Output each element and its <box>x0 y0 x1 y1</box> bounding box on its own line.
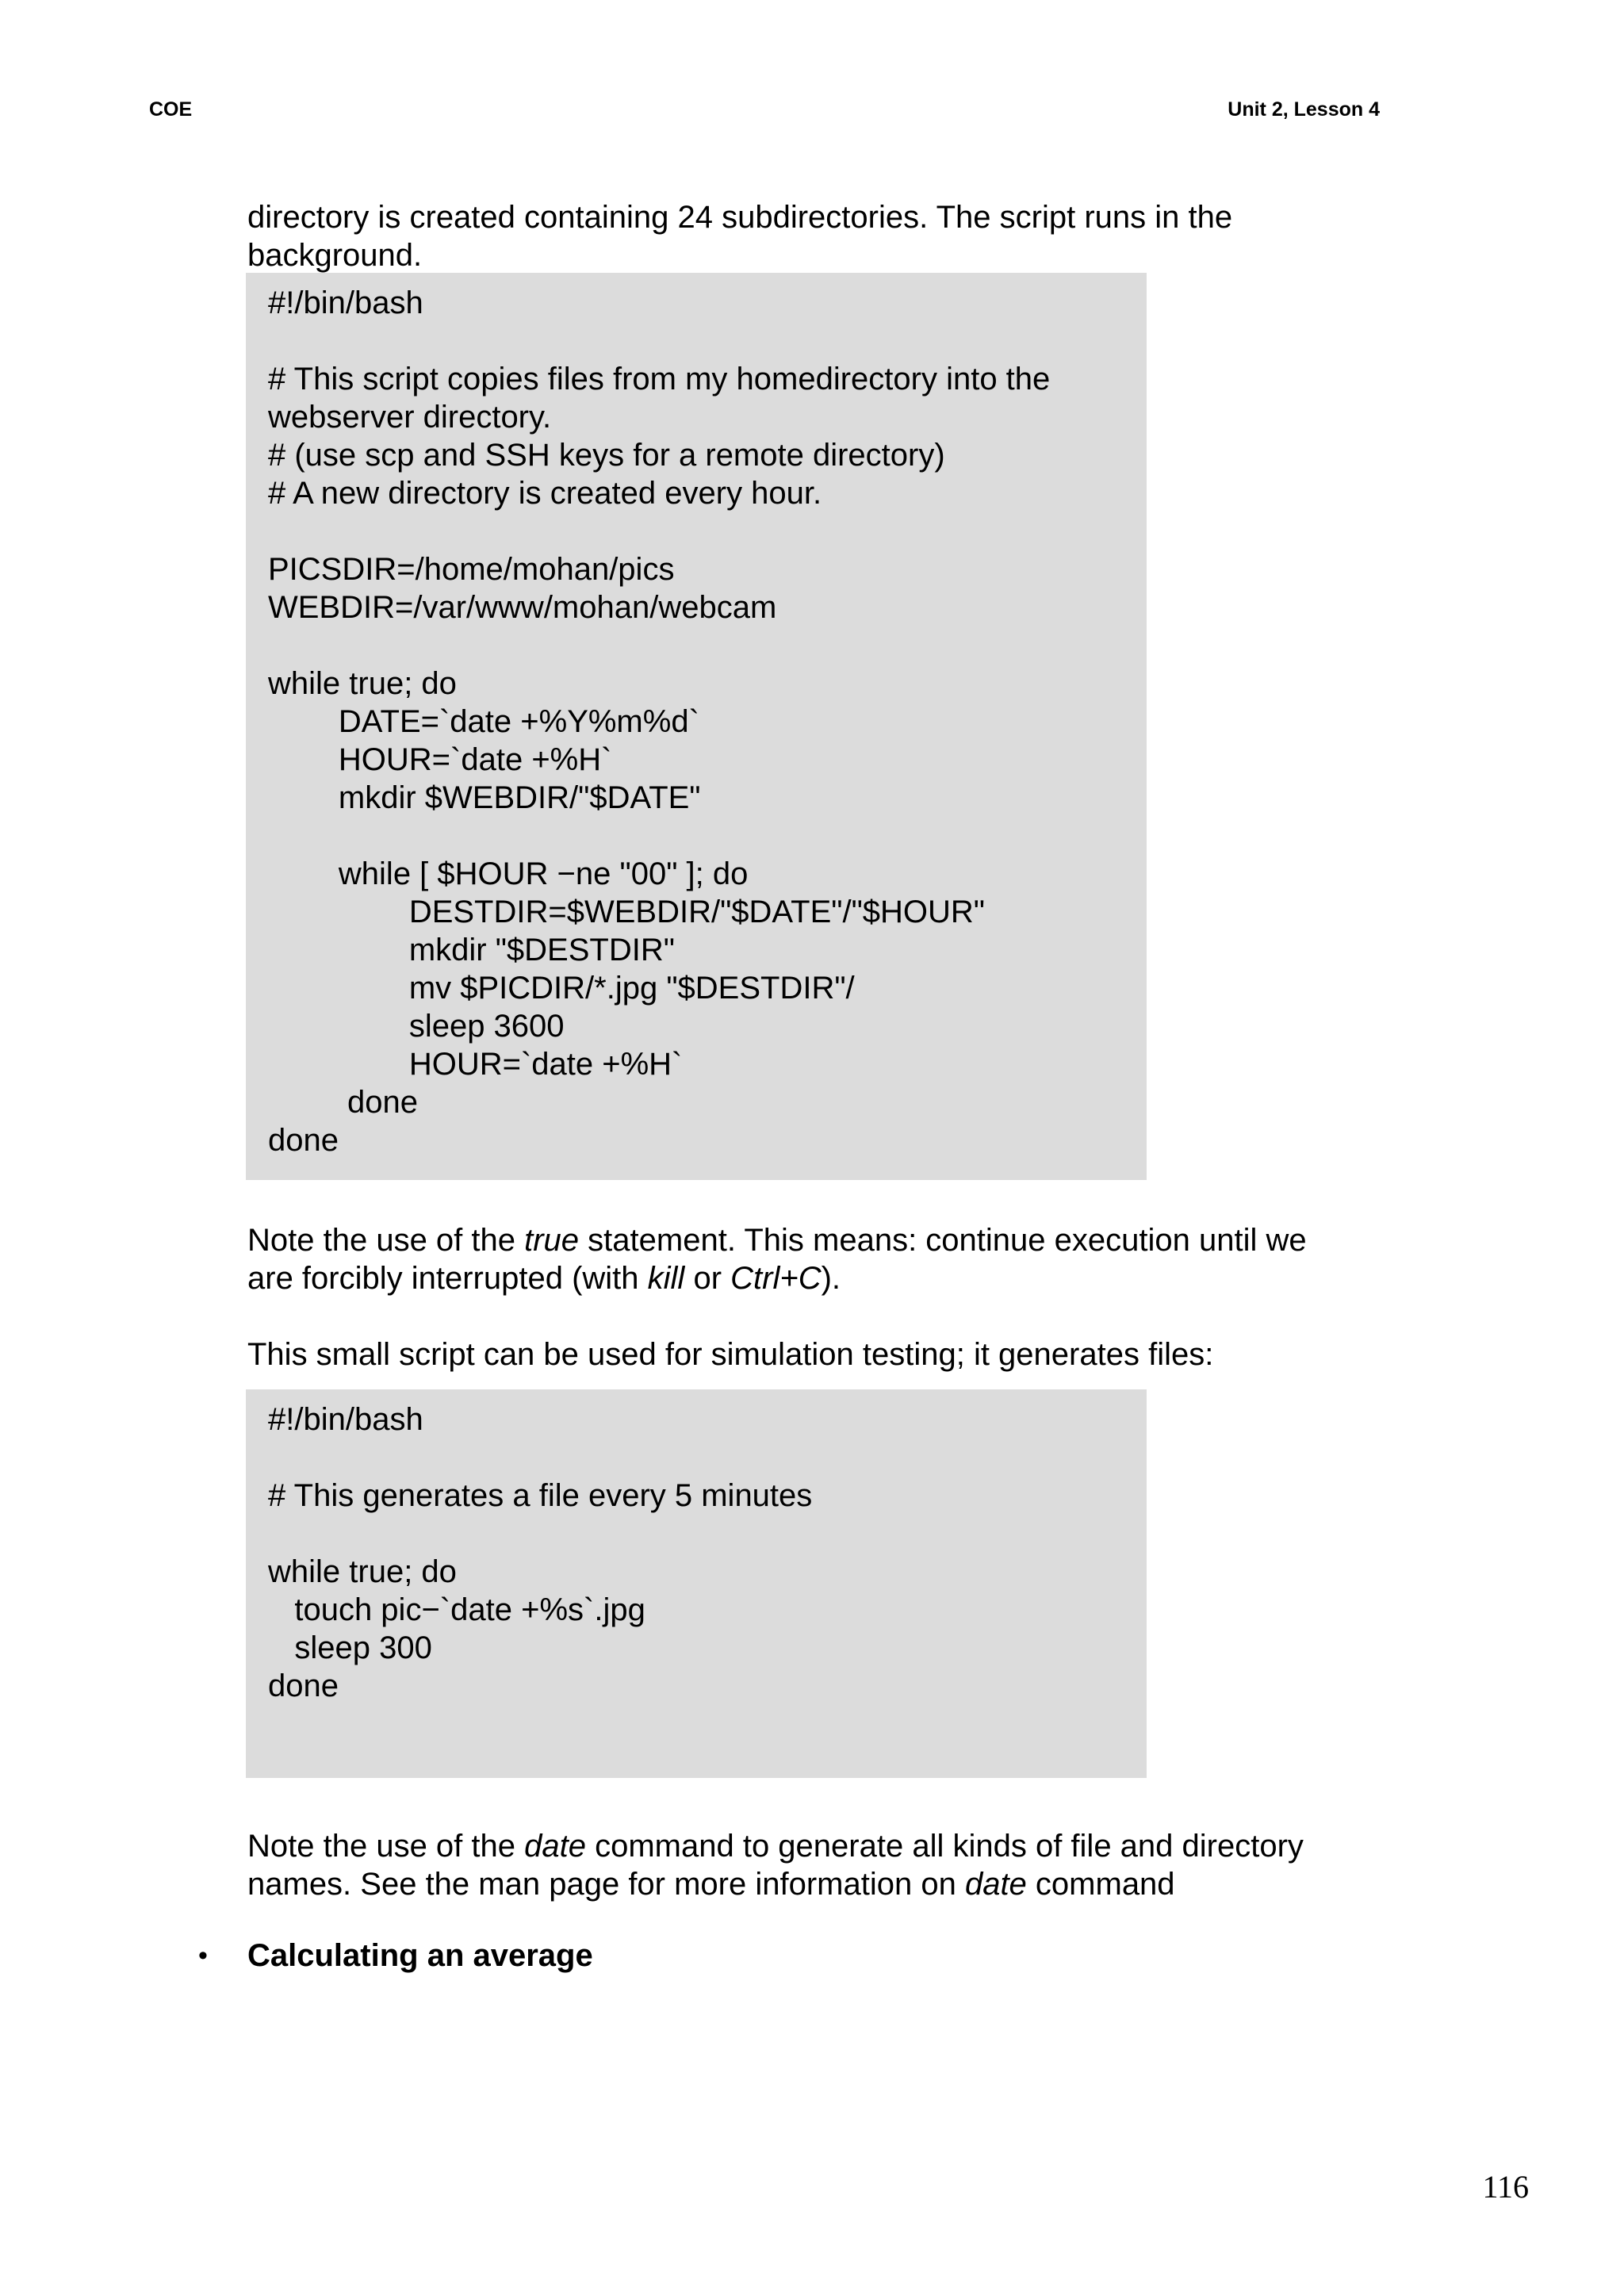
emphasis-ctrl-c: Ctrl+C <box>730 1261 822 1296</box>
text-run: Note the use of the <box>247 1223 525 1258</box>
code-line <box>268 817 1147 855</box>
intro-line-1: directory is created containing 24 subdirectories. The script runs in the <box>247 200 1233 235</box>
page-number: 116 <box>1482 2169 1529 2205</box>
code-line: DESTDIR=$WEBDIR/"$DATE"/"$HOUR" <box>268 895 985 929</box>
code-block-webcam-script <box>246 273 1147 1180</box>
code-line <box>268 626 1147 665</box>
code-line: PICSDIR=/home/mohan/pics <box>268 552 675 587</box>
code-line: #!/bin/bash <box>268 285 423 320</box>
code-line: # This script copies files from my homedirectory into the <box>268 362 1051 397</box>
code-line: while true; do <box>268 666 457 701</box>
code-line: DATE=`date +%Y%m%d` <box>268 704 699 739</box>
code-line <box>268 512 1147 550</box>
emphasis-kill: kill <box>647 1261 685 1296</box>
code-line: #!/bin/bash <box>268 1402 423 1437</box>
note-line <box>247 1827 1389 1865</box>
code-line: mkdir $WEBDIR/"$DATE" <box>268 780 701 815</box>
text-run: Note the use of the <box>247 1829 525 1864</box>
code-line: # This generates a file every 5 minutes <box>268 1478 813 1513</box>
emphasis-date: date <box>524 1829 586 1864</box>
code-line: while [ $HOUR −ne "00" ]; do <box>268 856 749 891</box>
emphasis-date: date <box>964 1867 1027 1902</box>
code-line: sleep 300 <box>268 1630 432 1665</box>
note-date-command <box>247 1827 1389 1903</box>
text-run: command to generate all kinds of file and directory <box>585 1829 1304 1864</box>
note-line <box>247 1865 1389 1903</box>
intro-paragraph <box>247 198 1389 274</box>
intro-line-2: background. <box>247 238 423 273</box>
note-line <box>247 1259 1389 1297</box>
code-line: touch pic−`date +%s`.jpg <box>268 1592 645 1627</box>
header-right: Unit 2, Lesson 4 <box>1228 98 1380 121</box>
code-line <box>268 1515 1147 1553</box>
text-run: are forcibly interrupted (with <box>247 1261 648 1296</box>
code-line: webserver directory. <box>268 400 552 435</box>
code-line: # A new directory is created every hour. <box>268 476 822 511</box>
code-line: while true; do <box>268 1554 457 1589</box>
text-run: names. See the man page for more information on <box>247 1867 965 1902</box>
code-line: mkdir "$DESTDIR" <box>268 933 675 967</box>
code-line: sleep 3600 <box>268 1009 565 1044</box>
header-left: COE <box>149 98 193 121</box>
code-line: mv $PICDIR/*.jpg "$DESTDIR"/ <box>268 971 855 1006</box>
note-simulation: This small script can be used for simulation testing; it generates files: <box>247 1337 1214 1372</box>
text-run: ). <box>821 1261 841 1296</box>
note-line <box>247 1221 1389 1259</box>
code-line: done <box>268 1123 339 1158</box>
bullet-icon: • <box>198 1941 208 1971</box>
code-line: HOUR=`date +%H` <box>268 742 612 777</box>
emphasis-true: true <box>524 1223 580 1258</box>
code-line: HOUR=`date +%H` <box>268 1047 683 1082</box>
code-line: done <box>268 1085 419 1120</box>
text-run: statement. This means: continue execution until we <box>579 1223 1307 1258</box>
section-heading-calculating-average: Calculating an average <box>247 1938 593 1973</box>
text-run: or <box>684 1261 731 1296</box>
code-line: done <box>268 1669 339 1703</box>
code-line <box>268 1439 1147 1477</box>
code-block-file-generator <box>246 1389 1147 1778</box>
code-line: WEBDIR=/var/www/mohan/webcam <box>268 590 777 625</box>
note-true-statement <box>247 1221 1389 1297</box>
code-line: # (use scp and SSH keys for a remote directory) <box>268 438 945 473</box>
code-line <box>268 322 1147 360</box>
text-run: command <box>1026 1867 1175 1902</box>
